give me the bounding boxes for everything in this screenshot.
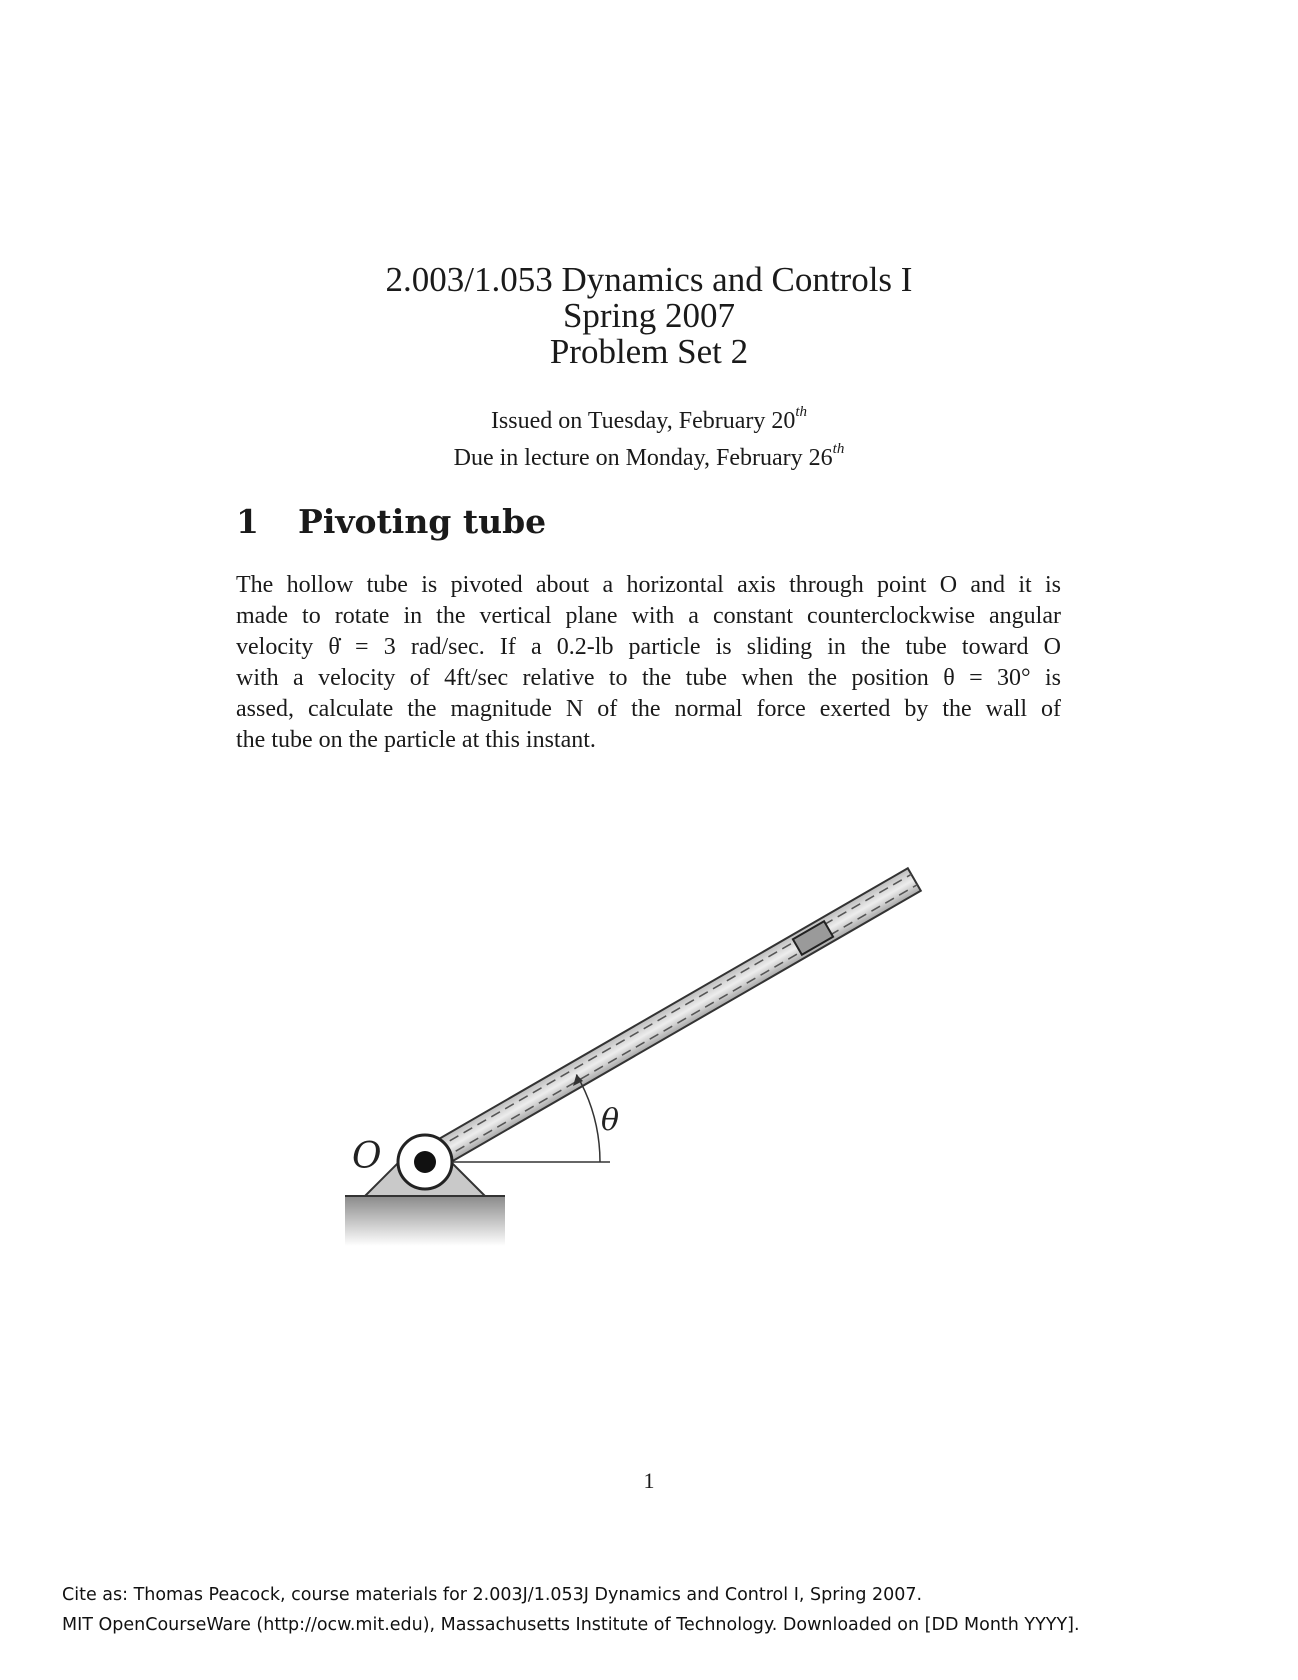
pivoting-tube-figure — [330, 810, 970, 1250]
due-date: Due in lecture on Monday, February 26th — [453, 441, 845, 471]
problem-line: the tube on the particle at this instant. — [236, 727, 596, 753]
problem-line: assed, calculate the magnitude N of the normal force exerted by the wall of — [236, 696, 1061, 722]
angle-label: θ — [601, 1103, 620, 1138]
course-title: 2.003/1.053 Dynamics and Controls I — [385, 260, 913, 299]
page-number: 1 — [643, 1468, 655, 1493]
problem-line: The hollow tube is pivoted about a horizontal axis through point O and it is — [236, 572, 1061, 598]
citation-line: Cite as: Thomas Peacock, course materials for 2.003J/1.053J Dynamics and Control I, Spring 2007. — [62, 1585, 923, 1605]
ground — [345, 1196, 505, 1246]
section-title: Pivoting tube — [298, 502, 547, 541]
pivot-label: O — [352, 1136, 382, 1177]
problem-statement — [236, 570, 1061, 756]
problem-line: velocity θ̇ = 3 rad/sec. If a 0.2-lb particle is sliding in the tube toward O — [236, 634, 1061, 660]
problem-line: made to rotate in the vertical plane with a constant counterclockwise angular — [236, 603, 1061, 629]
issued-date: Issued on Tuesday, February 20th — [490, 404, 808, 434]
dates-block — [0, 400, 1298, 474]
problem-line: with a velocity of 4ft/sec relative to the tube when the position θ = 30° is — [236, 665, 1061, 691]
tube — [419, 868, 921, 1173]
citation-line: MIT OpenCourseWare (http://ocw.mit.edu), Massachusetts Institute of Technology. Downloaded on [DD Month YYYY]. — [62, 1615, 1080, 1635]
term: Spring 2007 — [562, 296, 736, 335]
document-title-block — [0, 262, 1298, 370]
citation — [62, 1580, 1080, 1640]
section-number: 1 — [236, 502, 259, 541]
section-heading — [236, 502, 546, 542]
pivoting-tube-diagram — [330, 810, 970, 1250]
assignment-title: Problem Set 2 — [549, 332, 749, 371]
pivot-pin-center — [414, 1151, 436, 1173]
